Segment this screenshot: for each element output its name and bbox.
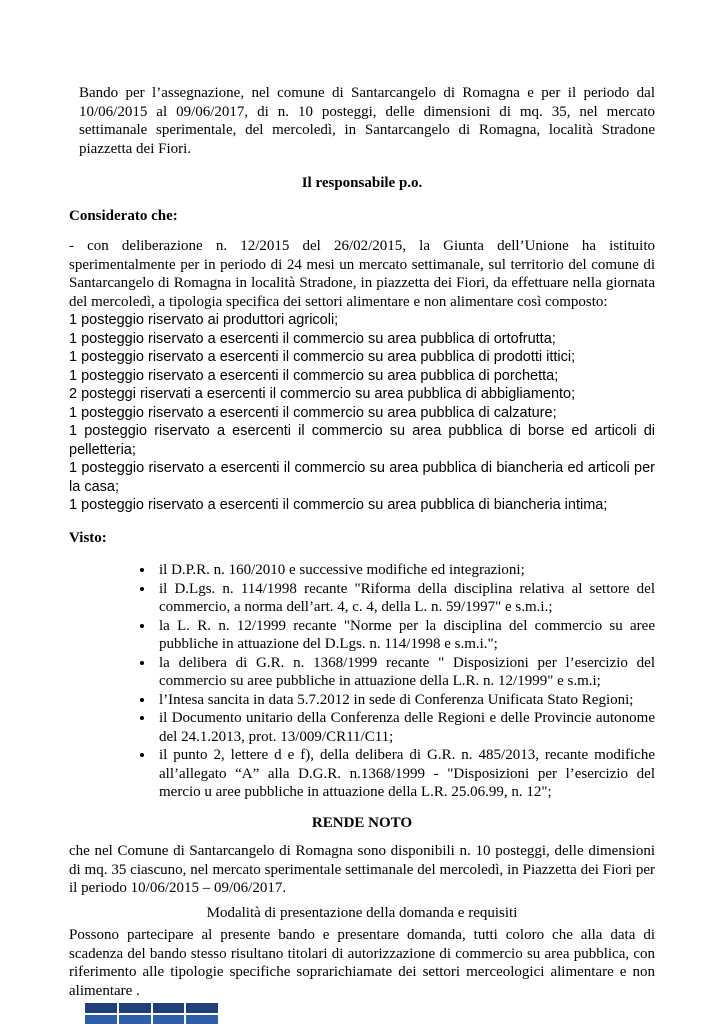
visto-item: • la delibera di G.R. n. 1368/1999 recante " Disposizioni per l’esercizio del commercio su aree pubbliche in attuazione della L.R. n. 12/1999" e s.m.i; xyxy=(155,654,655,691)
posteggi-item: 1 posteggio riservato a esercenti il commercio su area pubblica di porchetta; xyxy=(69,367,559,384)
modalita-paragraph: Possono partecipare al presente bando e presentare domanda, tutti coloro che alla data di scadenza del bando stesso risultano titolari di autorizzazione di commercio su area pubblica, con riferimento alle tipologie specifiche soprarichiamate dei settori merceologici alimentare e non alimentare . xyxy=(69,927,655,999)
rende-noto-heading: RENDE NOTO xyxy=(311,814,413,831)
visto-item: • il Documento unitario della Conferenza delle Regioni e delle Provincie autonome del 24.1.2013, prot. 13/009/CR11/C11; xyxy=(155,709,655,746)
footer-image-cell xyxy=(186,1015,218,1024)
intro-paragraph: Bando per l’assegnazione, nel comune di Santarcangelo di Romagna e per il periodo dal 10/06/2015 al 09/06/2017, di n. 10 posteggi, delle dimensioni di mq. 35, nel mercato settimanale sperimentale, del mercoledì, in Santarcangelo di Romagna, località Stradone piazzetta dei Fiori. xyxy=(79,85,655,157)
visto-item: • la L. R. n. 12/1999 recante "Norme per la disciplina del commercio su aree pubbliche in attuazione del D.Lgs. n. 114/1998 e s.m.i."; xyxy=(155,617,655,654)
footer-image-fragment xyxy=(85,1003,218,1024)
posteggi-item: 1 posteggio riservato a esercenti il commercio su area pubblica di biancheria intima; xyxy=(69,497,608,513)
visto-item: • il D.Lgs. n. 114/1998 recante "Riforma della disciplina relativa al settore del commercio, a norma dell’art. 4, c. 4, della L. n. 59/1997" e s.m.i.; xyxy=(155,580,655,617)
visto-item: • l’Intesa sancita in data 5.7.2012 in sede di Conferenza Unificata Stato Regioni; xyxy=(155,691,655,710)
considerato-paragraph: - con deliberazione n. 12/2015 del 26/02/2015, la Giunta dell’Unione ha istituito sperimentalmente per in periodo di 24 mesi un mercato settimanale, sul territorio del comune di Santarcangelo di Romagna in località Stradone, in piazzetta dei Fiori, da effettuare nella giornata del mercoledì, a tipologia specifica dei settori alimentare e non alimentare così composto: xyxy=(69,238,655,310)
rende-noto-paragraph: che nel Comune di Santarcangelo di Romagna sono disponibili n. 10 posteggi, delle dimensioni di mq. 35 ciascuno, nel mercato sperimentale settimanale del mercoledì, in Piazzetta dei Fiori per il periodo 10/06/2015 – 09/06/2017. xyxy=(69,843,655,896)
posteggi-item: 1 posteggio riservato a esercenti il commercio su area pubblica di biancheria ed articoli per la casa; xyxy=(69,460,655,495)
posteggi-list xyxy=(69,311,655,515)
posteggi-item: 1 posteggio riservato a esercenti il commercio su area pubblica di borse ed articoli di pelletteria; xyxy=(69,423,655,458)
modalita-heading: Modalità di presentazione della domanda e requisiti xyxy=(206,904,518,921)
footer-image-cell xyxy=(153,1015,185,1024)
footer-image-cell xyxy=(186,1003,218,1013)
visto-item: • il D.P.R. n. 160/2010 e successive modifiche ed integrazioni; xyxy=(155,561,655,580)
posteggi-item: 1 posteggio riservato ai produttori agricoli; xyxy=(69,312,339,328)
footer-image-cell xyxy=(85,1015,117,1024)
responsabile-heading: Il responsabile p.o. xyxy=(301,175,423,191)
footer-image-cell xyxy=(119,1003,151,1013)
footer-image-cell xyxy=(85,1003,117,1013)
posteggi-item: 1 posteggio riservato a esercenti il commercio su area pubblica di prodotti ittici; xyxy=(69,349,576,365)
footer-image-cell xyxy=(119,1015,151,1024)
visto-list xyxy=(69,561,655,802)
considerato-heading: Considerato che: xyxy=(69,207,178,224)
posteggi-item: 2 posteggi riservati a esercenti il commercio su area pubblica di abbigliamento; xyxy=(69,386,576,402)
posteggi-item: 1 posteggio riservato a esercenti il commercio su area pubblica di ortofrutta; xyxy=(69,330,556,347)
footer-image-cell xyxy=(153,1003,185,1013)
visto-item: • il punto 2, lettere d e f), della delibera di G.R. n. 485/2013, recante modifiche all’allegato “A” alla D.G.R. n.1368/1999 - "Disposizioni per l’esercizio del mercio u aree pubbliche in attuazione della L.R. 25.06.99, n. 12"; xyxy=(155,746,655,802)
posteggi-item: 1 posteggio riservato a esercenti il commercio su area pubblica di calzature; xyxy=(69,404,557,421)
visto-heading: Visto: xyxy=(69,529,107,546)
